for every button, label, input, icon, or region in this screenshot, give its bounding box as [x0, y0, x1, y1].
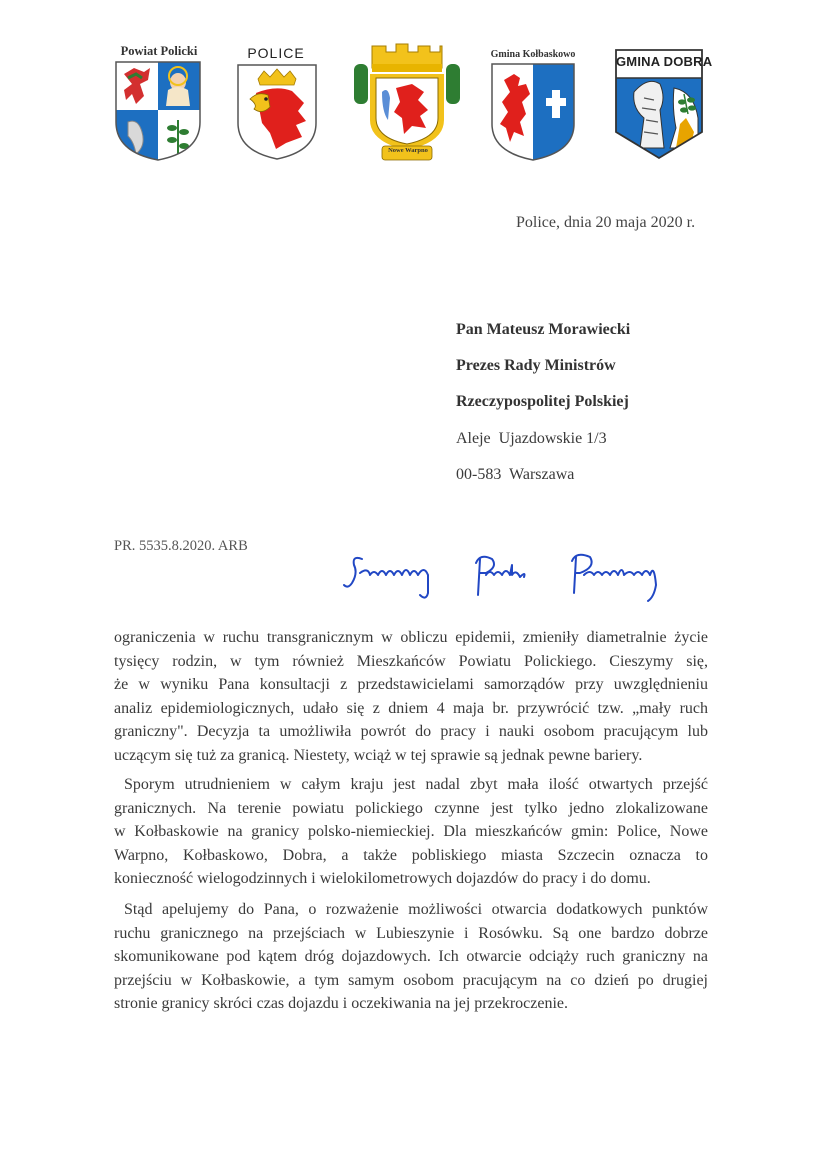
paragraph-line: tysięcy rodzin, w tym również Mieszkańców Powiatu Polickiego. Cieszymy się,	[114, 652, 708, 670]
recipient-name: Pan Mateusz Morawiecki	[456, 321, 631, 338]
crest-caption-gmina-dobra: GMINA DOBRA	[616, 54, 713, 69]
paragraph-line: uczącym się tuż za granicą. Niestety, wciąż w tej sprawie są jednak pewne bariery.	[114, 746, 643, 764]
body-paragraph-3	[114, 898, 708, 1016]
crest-caption-gmina-kolbaskowo: Gmina Kołbaskowo	[490, 49, 576, 60]
crest-caption-nowe-warpno: Nowe Warpno	[388, 147, 428, 154]
paragraph-line: stronie granicy skróci czas dojazdu i oczekiwania na jej przekroczenie.	[114, 995, 569, 1013]
paragraph-line: Stąd apelujemy do Pana, o rozważenie możliwości otwarcia dodatkowych punktów	[124, 901, 708, 918]
reference-number: PR. 5535.8.2020. ARB	[114, 538, 248, 554]
recipient-country: Rzeczypospolitej Polskiej	[456, 393, 629, 410]
crest-caption-powiat-policki: Powiat Policki	[120, 44, 198, 58]
gmina-kolbaskowo-crest-icon	[490, 62, 576, 162]
paragraph-line: że w wyniku Pana konsultacji z przedstawicielami samorządów przy uwzględnieniu	[114, 676, 708, 694]
recipient-city: 00-583 Warszawa	[456, 466, 575, 483]
paragraph-line: przejściu w Kołbaskowie, a tym samym osobom pracującym na co dzień po drugiej	[114, 971, 708, 989]
handwritten-salutation	[340, 545, 730, 610]
paragraph-line: skomunikowane pod kątem dróg dojazdowych. Ich otwarcie odciąży ruch graniczny na	[114, 948, 708, 966]
paragraph-line: Warpno, Kołbaskowo, Dobra, a także pobliskiego miasta Szczecin oznacza to	[114, 846, 708, 864]
recipient-title: Prezes Rady Ministrów	[456, 357, 616, 374]
body-paragraph-2	[114, 773, 708, 891]
nowe-warpno-crest-icon	[352, 42, 462, 164]
recipient-street: Aleje Ujazdowskie 1/3	[456, 430, 607, 447]
crest-caption-police: POLICE	[247, 45, 305, 61]
paragraph-line: analiz epidemiologicznych, udało się z dniem 4 maja br. przywrócić tzw. „mały ruch	[114, 699, 708, 717]
police-crest-icon	[236, 63, 318, 161]
paragraph-line: Sporym utrudnieniem w całym kraju jest nadal zbyt mała ilość otwartych przejść	[124, 776, 708, 793]
powiat-policki-crest-icon	[114, 60, 202, 162]
paragraph-line: graniczny". Decyzja ta umożliwiła powrót do pracy i nauki osobom pracującym lub	[114, 723, 708, 741]
paragraph-line: granicznych. Na terenie powiatu polickiego czynne jest tylko jedno zlokalizowane	[114, 799, 708, 817]
paragraph-line: konieczność wielogodzinnych i wielokilometrowych dojazdów do pracy i do domu.	[114, 870, 651, 888]
paragraph-line: ruchu granicznego na przejściach w Lubieszynie i Rosówku. Są one bardzo dobrze	[114, 924, 708, 942]
paragraph-line: ograniczenia w ruchu transgranicznym w obliczu epidemii, zmieniły diametralnie życie	[114, 629, 708, 646]
body-paragraph-1	[114, 626, 708, 768]
place-date: Police, dnia 20 maja 2020 r.	[516, 214, 696, 231]
paragraph-line: w Kołbaskowie na granicy polsko-niemieckiej. Dla mieszkańców gmin: Police, Nowe	[114, 823, 708, 841]
